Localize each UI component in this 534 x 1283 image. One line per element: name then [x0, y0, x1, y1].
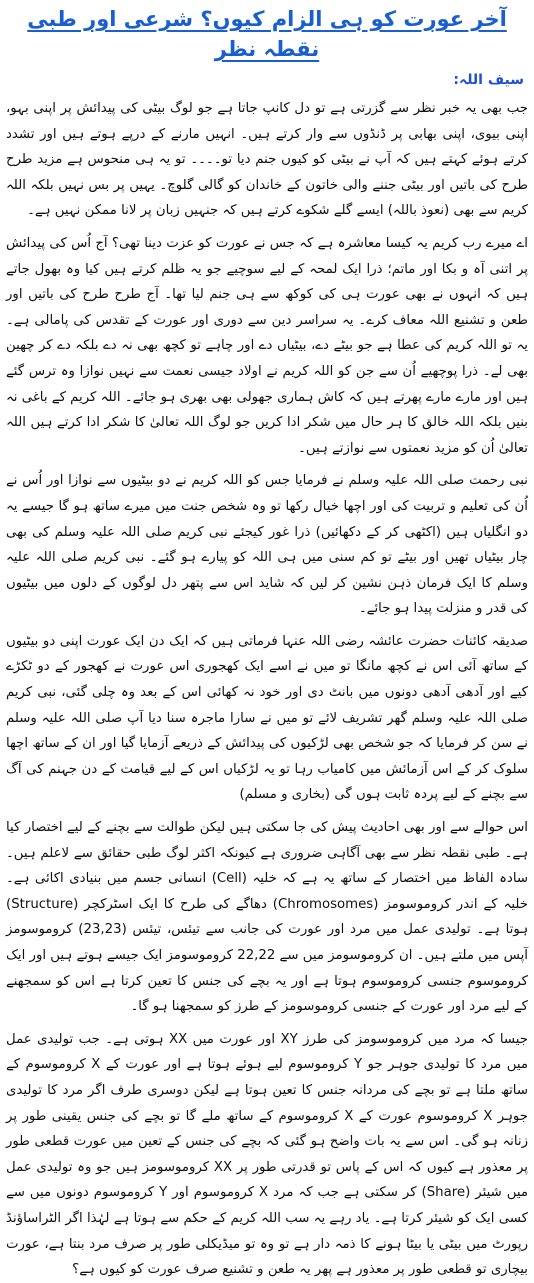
- article-title: آخر عورت کو ہی الزام کیوں؟ شرعی اور طبی نقطہ نظر: [27, 7, 507, 61]
- article-author: سیف اللہ:: [453, 72, 524, 88]
- article-paragraph: نبی رحمت صلی اللہ علیہ وسلم نے فرمایا جس کو اللہ کریم نے دو بیٹیوں سے نوازا اور اُس نے اُن کی تعلیم و تربیت کی اور اچھا خیال رکھا تو وہ شخص جنت میں میرے ساتھ ہو گا جیسے یہ دو انگلیاں ہیں (اکٹھی کر کے دکھائیں) ذرا غور کیجئے نبی کریم صلی اللہ علیہ وسلم کی بھی چار بیٹیاں تھیں اور بیٹے تو کم سنی میں ہی اللہ کو پیارے ہو گئے۔ نبی کریم صلی اللہ علیہ وسلم کا ایک فرمان ذہن نشین کر لیں کہ شاید اس سے پتھر دل لوگوں کے دلوں میں بیٹیوں کی قدر و منزلت پیدا ہو جائے۔: [6, 473, 528, 617]
- article-paragraph: جیسا کہ مرد میں کروموسومز کی طرز XY اور عورت میں XX ہوتی ہے۔ جب تولیدی عمل میں مرد کا تولیدی جوہر جو Y کروموسوم لیے ہوئے ہوتا ہے اور عورت کے X کروموسوم کے ساتھ ملتا ہے تو بچے کی مردانہ جنس کا تعین ہوتا ہے لیکن دوسری طرف اگر مرد کا تولیدی جوہر X کروموسوم عورت کے X کروموسوم کے ساتھ ملے گا تو بچے کی جنس یقینی طور پر زنانہ ہو گی۔ اس سے یہ بات واضح ہو گئی کہ بچے کی جنس کے تعین میں عورت قطعی طور پر معذور ہے کیوں کہ اس کے پاس تو قدرتی طور پر XX کروموسومز ہیں جو وہ تولیدی عمل میں شیئر (Share) کر سکتی ہے جب کہ مرد X کروموسوم اور Y کروموسوم دونوں میں سے کسی ایک کو شیئر کرتا ہے۔ یاد رہے یہ سب اللہ کریم کے حکم سے ہوتا ہے لہٰذا اگر الٹراساؤنڈ رپورٹ میں بیٹی یا بیٹا ہونے کا ذمہ دار ہے تو وہ تو میڈیکلی طور پر صرف مرد بنتا ہے، عورت بیچاری تو قطعی طور پر معذور ہے پھر یہ طعن و تشنیع صرف عورت کو کیوں ہے؟: [6, 1031, 528, 1278]
- article-paragraph: صدیقہ کائنات حضرت عائشہ رضی اللہ عنہا فرماتی ہیں کہ ایک دن ایک عورت اپنی دو بیٹیوں کے ساتھ آئی اس نے کچھ مانگا تو میں نے اسے ایک کھجوری اس عورت نے کھجور کے دو ٹکڑے کیے اور آدھی آدھی دونوں میں بانٹ دی اور خود نہ کھائی اس کے بعد وہ چلی گئی، نبی کریم صلی اللہ علیہ وسلم گھر تشریف لائے تو میں نے سارا ماجرہ سنا دیا آپ صلی اللہ علیہ وسلم نے سن کر فرمایا کہ جو شخص بھی لڑکیوں کی پیدائش کے ذریعے آزمایا گیا اور ان کے ساتھ اچھا سلوک کر کے اس آزمائش میں کامیاب رہا تو یہ لڑکیاں اس کے لیے قیامت کے دن جہنم کی آگ سے بچنے کے لیے پردہ ثابت ہوں گی (بخاری و مسلم): [6, 633, 528, 803]
- article-body: [6, 96, 528, 1283]
- article-paragraph: جب بھی یہ خبر نظر سے گزرتی ہے تو دل کانپ جاتا ہے جو لوگ بیٹی کی پیدائش پر اپنی بہو، اپنی بیوی، اپنی بھابی پر ڈنڈوں سے وار کرتے ہیں۔ انہیں مارنے کے درپے ہوتے ہیں اور تشدد کرتے ہوئے کہتے ہیں کہ آپ نے بیٹی کو کیوں جنم دیا تو۔۔۔۔ تو یہ ہی منحوس ہے مزید طرح طرح کی باتیں اور بیٹی جننے والی خاتون کے خاندان کو گالی گلوچ۔ یہیں پر بس نہیں بلکہ اللہ کریم سے بھی (نعوذ باللہ) ایسے گلے شکوے کرتے ہیں کہ جنہیں زبان پر لانا ممکن نہیں ہے۔: [6, 101, 528, 219]
- article-paragraph: اے میرے رب کریم یہ کیسا معاشرہ ہے کہ جس نے عورت کو عزت دینا تھی؟ آج اُس کی پیدائش پر اتنی آہ و بکا اور ماتم؛ ذرا ایک لمحہ کے لیے سوچیے جو یہ ظلم کرتے ہیں کیا وہ بھول جاتے ہیں کہ انہوں نے بھی عورت ہی کی کوکھ سے ہی جنم لیا تھا۔ آج طرح طرح کی باتیں اور طعن و تشنیع اللہ معاف کرے۔ یہ سراسر دین سے دوری اور عورت کے تقدس کی پامالی ہے۔ یہ تو اللہ کریم کی عطا ہے جو بیٹے دے، بیٹیاں دے اور چاہے تو کچھ بھی نہ دے بلکہ دے کر چھین بھی لے۔ ذرا پوچھیے اُن سے جن کو اللہ کریم نے اولاد جیسی نعمت سے نہیں نوازا وہ ترس گئے ہیں اور مارے مارے پھرتے ہیں کہ کاش ہماری جھولی بھی بھری ہو جائے۔ اللہ کریم کے باغی نہ بنیں بلکہ اللہ خالق کا ہر حال میں شکر ادا کریں جو لوگ اللہ تعالیٰ کا شکر ادا کرتے ہیں اللہ تعالیٰ اُن کو مزید نعمتوں سے نوازتے ہیں۔: [6, 235, 528, 456]
- article-paragraph: اس حوالے سے اور بھی احادیث پیش کی جا سکتی ہیں لیکن طوالت سے بچنے کے لیے اختصار کیا ہے۔ طبی نقطہ نظر سے بھی آگاہی ضروری ہے کیونکہ اکثر لوگ طبی حقائق سے لاعلم ہیں۔ سادہ الفاظ میں اختصار کے ساتھ یہ ہے کہ خلیہ (Cell) انسانی جسم میں بنیادی اکائی ہے۔ خلیہ کے اندر کروموسومز (Chromosomes) دھاگے کی طرح کا ایک اسٹرکچر (Structure) ہوتا ہے۔ تولیدی عمل میں مرد اور عورت کی جانب سے تیئس، تیئس (23,23) کروموسومز آپس میں ملتے ہیں۔ ان کروموسومز میں سے 22,22 کروموسومز ایک جیسے ہوتے ہیں اور ایک کروموسوم جنسی کروموسوم ہوتا ہے اور یہ بچے کی جنس کا تعین کرتا ہے اس کو سمجھنے کے لیے مرد اور عورت کے جنسی کروموسومز کے طرز کو سمجھنا ہو گا۔: [6, 820, 529, 1015]
